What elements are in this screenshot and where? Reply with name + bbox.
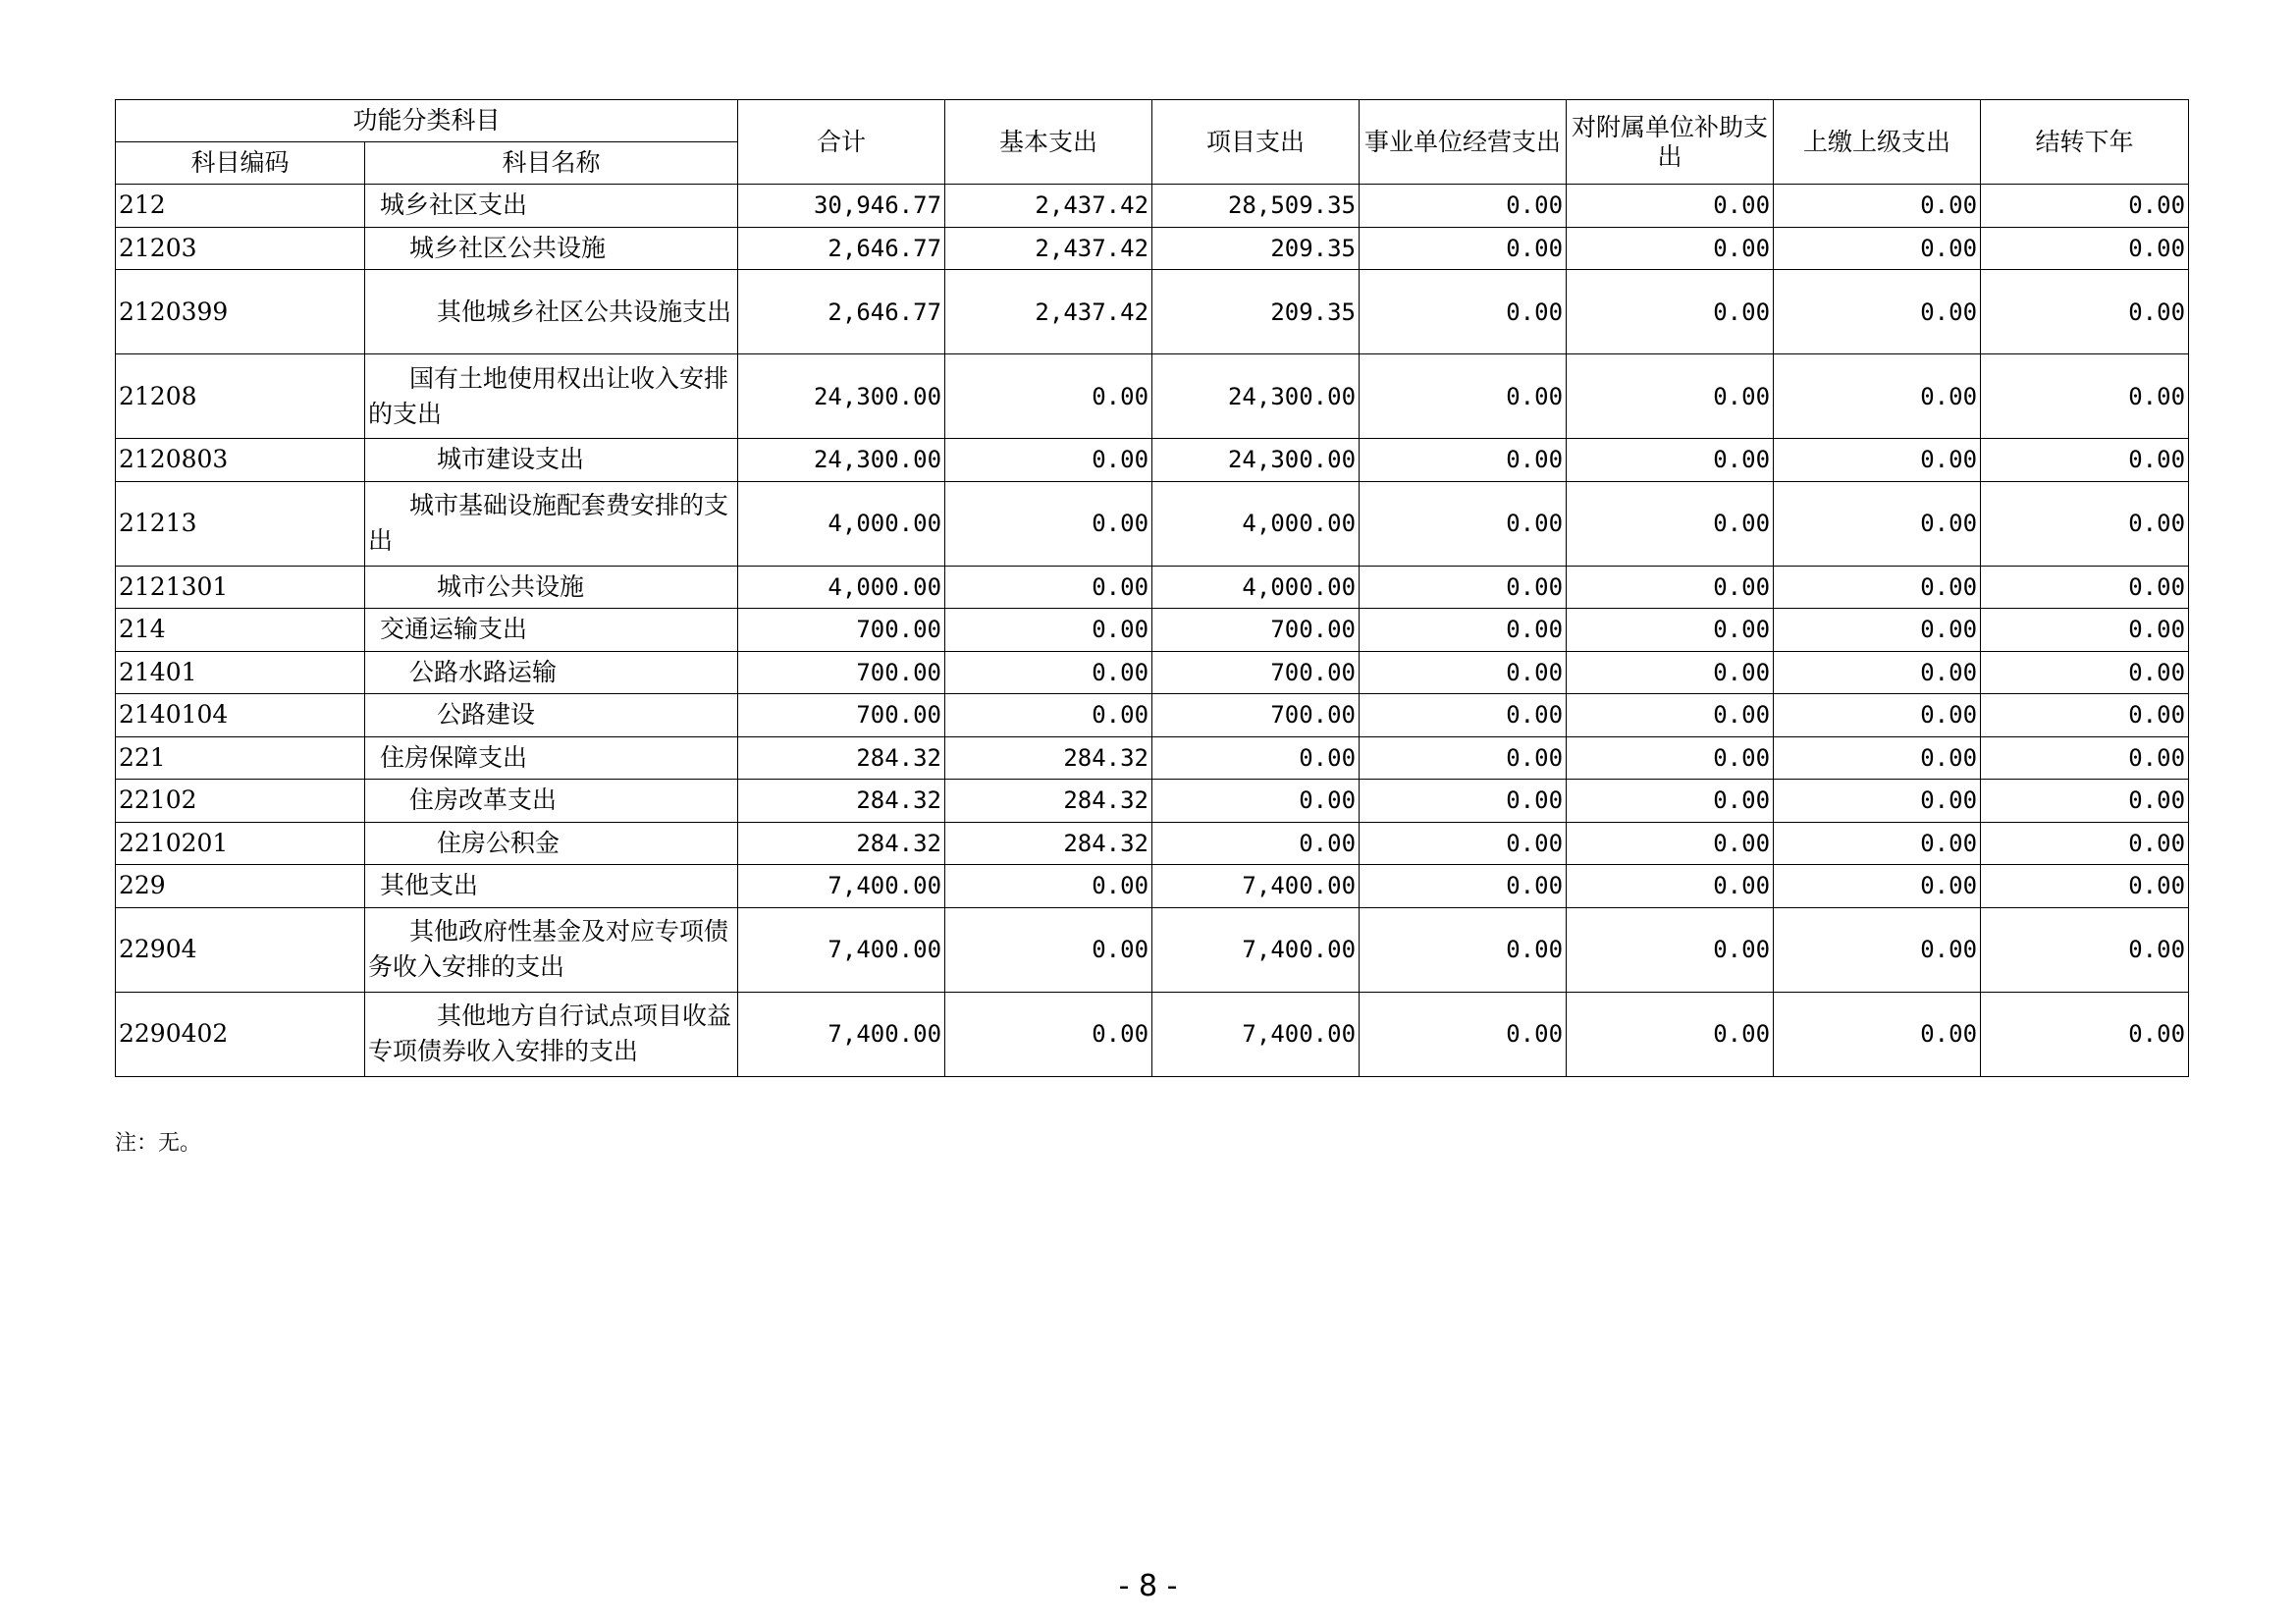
cell-carry: 0.00 (1981, 270, 2189, 354)
table-row (116, 270, 2189, 354)
cell-upper: 0.00 (1774, 907, 1981, 992)
cell-subsidy: 0.00 (1567, 992, 1774, 1076)
cell-total: 700.00 (738, 609, 945, 652)
cell-total: 2,646.77 (738, 227, 945, 270)
cell-basic: 0.00 (945, 354, 1152, 439)
table-row (116, 566, 2189, 609)
cell-project: 7,400.00 (1152, 907, 1360, 992)
header-code: 科目编码 (116, 142, 365, 185)
cell-upper: 0.00 (1774, 651, 1981, 694)
cell-code: 21401 (116, 651, 365, 694)
cell-subsidy: 0.00 (1567, 270, 1774, 354)
cell-total: 4,000.00 (738, 566, 945, 609)
cell-subsidy: 0.00 (1567, 736, 1774, 780)
cell-code: 2290402 (116, 992, 365, 1076)
cell-carry: 0.00 (1981, 609, 2189, 652)
cell-carry: 0.00 (1981, 185, 2189, 228)
cell-upper: 0.00 (1774, 566, 1981, 609)
cell-upper: 0.00 (1774, 780, 1981, 823)
cell-basic: 0.00 (945, 651, 1152, 694)
cell-project: 24,300.00 (1152, 439, 1360, 482)
cell-total: 30,946.77 (738, 185, 945, 228)
cell-total: 2,646.77 (738, 270, 945, 354)
cell-carry: 0.00 (1981, 227, 2189, 270)
table-row (116, 651, 2189, 694)
cell-subsidy: 0.00 (1567, 651, 1774, 694)
cell-basic: 284.32 (945, 736, 1152, 780)
cell-basic: 284.32 (945, 822, 1152, 865)
cell-subsidy: 0.00 (1567, 566, 1774, 609)
cell-project: 0.00 (1152, 822, 1360, 865)
cell-name: 其他城乡社区公共设施支出 (365, 270, 738, 354)
cell-project: 0.00 (1152, 736, 1360, 780)
cell-basic: 0.00 (945, 609, 1152, 652)
cell-name: 城市公共设施 (365, 566, 738, 609)
cell-subsidy: 0.00 (1567, 354, 1774, 439)
cell-total: 7,400.00 (738, 865, 945, 908)
page-number: - 8 - (1118, 1569, 1178, 1603)
cell-subsidy: 0.00 (1567, 481, 1774, 566)
cell-total: 7,400.00 (738, 992, 945, 1076)
cell-name: 其他政府性基金及对应专项债务收入安排的支出 (365, 907, 738, 992)
cell-name: 住房改革支出 (365, 780, 738, 823)
cell-code: 22904 (116, 907, 365, 992)
cell-basic: 2,437.42 (945, 270, 1152, 354)
cell-project: 700.00 (1152, 609, 1360, 652)
cell-upper: 0.00 (1774, 185, 1981, 228)
cell-upper: 0.00 (1774, 694, 1981, 737)
table-row (116, 481, 2189, 566)
cell-name: 其他地方自行试点项目收益专项债券收入安排的支出 (365, 992, 738, 1076)
cell-subsidy: 0.00 (1567, 907, 1774, 992)
cell-upper: 0.00 (1774, 270, 1981, 354)
expenditure-table (115, 99, 2189, 1077)
header-basic: 基本支出 (945, 100, 1152, 185)
cell-basic: 0.00 (945, 865, 1152, 908)
cell-code: 2120803 (116, 439, 365, 482)
cell-business: 0.00 (1360, 609, 1567, 652)
cell-project: 28,509.35 (1152, 185, 1360, 228)
cell-project: 0.00 (1152, 780, 1360, 823)
cell-carry: 0.00 (1981, 354, 2189, 439)
cell-project: 209.35 (1152, 270, 1360, 354)
cell-carry: 0.00 (1981, 736, 2189, 780)
cell-upper: 0.00 (1774, 354, 1981, 439)
cell-code: 229 (116, 865, 365, 908)
table-row (116, 227, 2189, 270)
cell-upper: 0.00 (1774, 439, 1981, 482)
header-upper: 上缴上级支出 (1774, 100, 1981, 185)
cell-code: 21208 (116, 354, 365, 439)
cell-upper: 0.00 (1774, 736, 1981, 780)
cell-subsidy: 0.00 (1567, 694, 1774, 737)
table-row (116, 736, 2189, 780)
cell-total: 24,300.00 (738, 354, 945, 439)
cell-basic: 0.00 (945, 439, 1152, 482)
cell-basic: 0.00 (945, 481, 1152, 566)
cell-total: 4,000.00 (738, 481, 945, 566)
cell-carry: 0.00 (1981, 865, 2189, 908)
cell-code: 21203 (116, 227, 365, 270)
cell-subsidy: 0.00 (1567, 185, 1774, 228)
cell-carry: 0.00 (1981, 694, 2189, 737)
cell-basic: 2,437.42 (945, 185, 1152, 228)
cell-project: 700.00 (1152, 694, 1360, 737)
cell-basic: 0.00 (945, 992, 1152, 1076)
cell-total: 284.32 (738, 736, 945, 780)
cell-project: 209.35 (1152, 227, 1360, 270)
cell-name: 城乡社区支出 (365, 185, 738, 228)
cell-business: 0.00 (1360, 481, 1567, 566)
header-subsidy: 对附属单位补助支出 (1567, 100, 1774, 185)
cell-code: 22102 (116, 780, 365, 823)
cell-basic: 284.32 (945, 780, 1152, 823)
cell-subsidy: 0.00 (1567, 780, 1774, 823)
cell-carry: 0.00 (1981, 566, 2189, 609)
cell-name: 城市基础设施配套费安排的支出 (365, 481, 738, 566)
table-row (116, 822, 2189, 865)
cell-name: 城市建设支出 (365, 439, 738, 482)
cell-name: 城乡社区公共设施 (365, 227, 738, 270)
cell-code: 2140104 (116, 694, 365, 737)
cell-subsidy: 0.00 (1567, 227, 1774, 270)
table-row (116, 694, 2189, 737)
table-header (116, 100, 2189, 185)
cell-business: 0.00 (1360, 651, 1567, 694)
cell-basic: 0.00 (945, 907, 1152, 992)
cell-upper: 0.00 (1774, 822, 1981, 865)
table-row (116, 865, 2189, 908)
cell-business: 0.00 (1360, 566, 1567, 609)
cell-carry: 0.00 (1981, 907, 2189, 992)
cell-total: 700.00 (738, 694, 945, 737)
table-row (116, 609, 2189, 652)
cell-code: 21213 (116, 481, 365, 566)
cell-name: 住房公积金 (365, 822, 738, 865)
header-total: 合计 (738, 100, 945, 185)
cell-name: 公路建设 (365, 694, 738, 737)
cell-upper: 0.00 (1774, 992, 1981, 1076)
table-body (116, 185, 2189, 1077)
cell-basic: 0.00 (945, 566, 1152, 609)
cell-total: 284.32 (738, 780, 945, 823)
cell-business: 0.00 (1360, 907, 1567, 992)
cell-total: 7,400.00 (738, 907, 945, 992)
table-row (116, 907, 2189, 992)
cell-code: 2121301 (116, 566, 365, 609)
cell-business: 0.00 (1360, 439, 1567, 482)
cell-code: 2120399 (116, 270, 365, 354)
cell-upper: 0.00 (1774, 609, 1981, 652)
cell-name: 其他支出 (365, 865, 738, 908)
cell-business: 0.00 (1360, 865, 1567, 908)
header-project: 项目支出 (1152, 100, 1360, 185)
cell-total: 700.00 (738, 651, 945, 694)
cell-carry: 0.00 (1981, 992, 2189, 1076)
cell-upper: 0.00 (1774, 865, 1981, 908)
header-function-category: 功能分类科目 (116, 100, 738, 142)
table-row (116, 780, 2189, 823)
table-row (116, 354, 2189, 439)
cell-carry: 0.00 (1981, 481, 2189, 566)
cell-name: 住房保障支出 (365, 736, 738, 780)
cell-business: 0.00 (1360, 354, 1567, 439)
cell-business: 0.00 (1360, 270, 1567, 354)
cell-code: 2210201 (116, 822, 365, 865)
cell-project: 7,400.00 (1152, 992, 1360, 1076)
cell-subsidy: 0.00 (1567, 865, 1774, 908)
header-name: 科目名称 (365, 142, 738, 185)
cell-name: 公路水路运输 (365, 651, 738, 694)
cell-subsidy: 0.00 (1567, 609, 1774, 652)
cell-code: 221 (116, 736, 365, 780)
cell-carry: 0.00 (1981, 439, 2189, 482)
cell-total: 24,300.00 (738, 439, 945, 482)
cell-name: 交通运输支出 (365, 609, 738, 652)
table-note: 注：无。 (115, 1131, 202, 1156)
header-business: 事业单位经营支出 (1360, 100, 1567, 185)
header-carry: 结转下年 (1981, 100, 2189, 185)
cell-basic: 0.00 (945, 694, 1152, 737)
cell-business: 0.00 (1360, 185, 1567, 228)
cell-business: 0.00 (1360, 227, 1567, 270)
cell-total: 284.32 (738, 822, 945, 865)
cell-business: 0.00 (1360, 780, 1567, 823)
cell-subsidy: 0.00 (1567, 439, 1774, 482)
cell-upper: 0.00 (1774, 481, 1981, 566)
cell-upper: 0.00 (1774, 227, 1981, 270)
cell-project: 700.00 (1152, 651, 1360, 694)
cell-business: 0.00 (1360, 822, 1567, 865)
cell-business: 0.00 (1360, 992, 1567, 1076)
cell-project: 7,400.00 (1152, 865, 1360, 908)
table-row (116, 992, 2189, 1076)
cell-carry: 0.00 (1981, 780, 2189, 823)
cell-business: 0.00 (1360, 736, 1567, 780)
cell-project: 24,300.00 (1152, 354, 1360, 439)
cell-subsidy: 0.00 (1567, 822, 1774, 865)
cell-name: 国有土地使用权出让收入安排的支出 (365, 354, 738, 439)
cell-code: 214 (116, 609, 365, 652)
cell-code: 212 (116, 185, 365, 228)
table-row (116, 185, 2189, 228)
table-row (116, 439, 2189, 482)
cell-project: 4,000.00 (1152, 566, 1360, 609)
cell-carry: 0.00 (1981, 651, 2189, 694)
cell-project: 4,000.00 (1152, 481, 1360, 566)
cell-business: 0.00 (1360, 694, 1567, 737)
cell-basic: 2,437.42 (945, 227, 1152, 270)
cell-carry: 0.00 (1981, 822, 2189, 865)
